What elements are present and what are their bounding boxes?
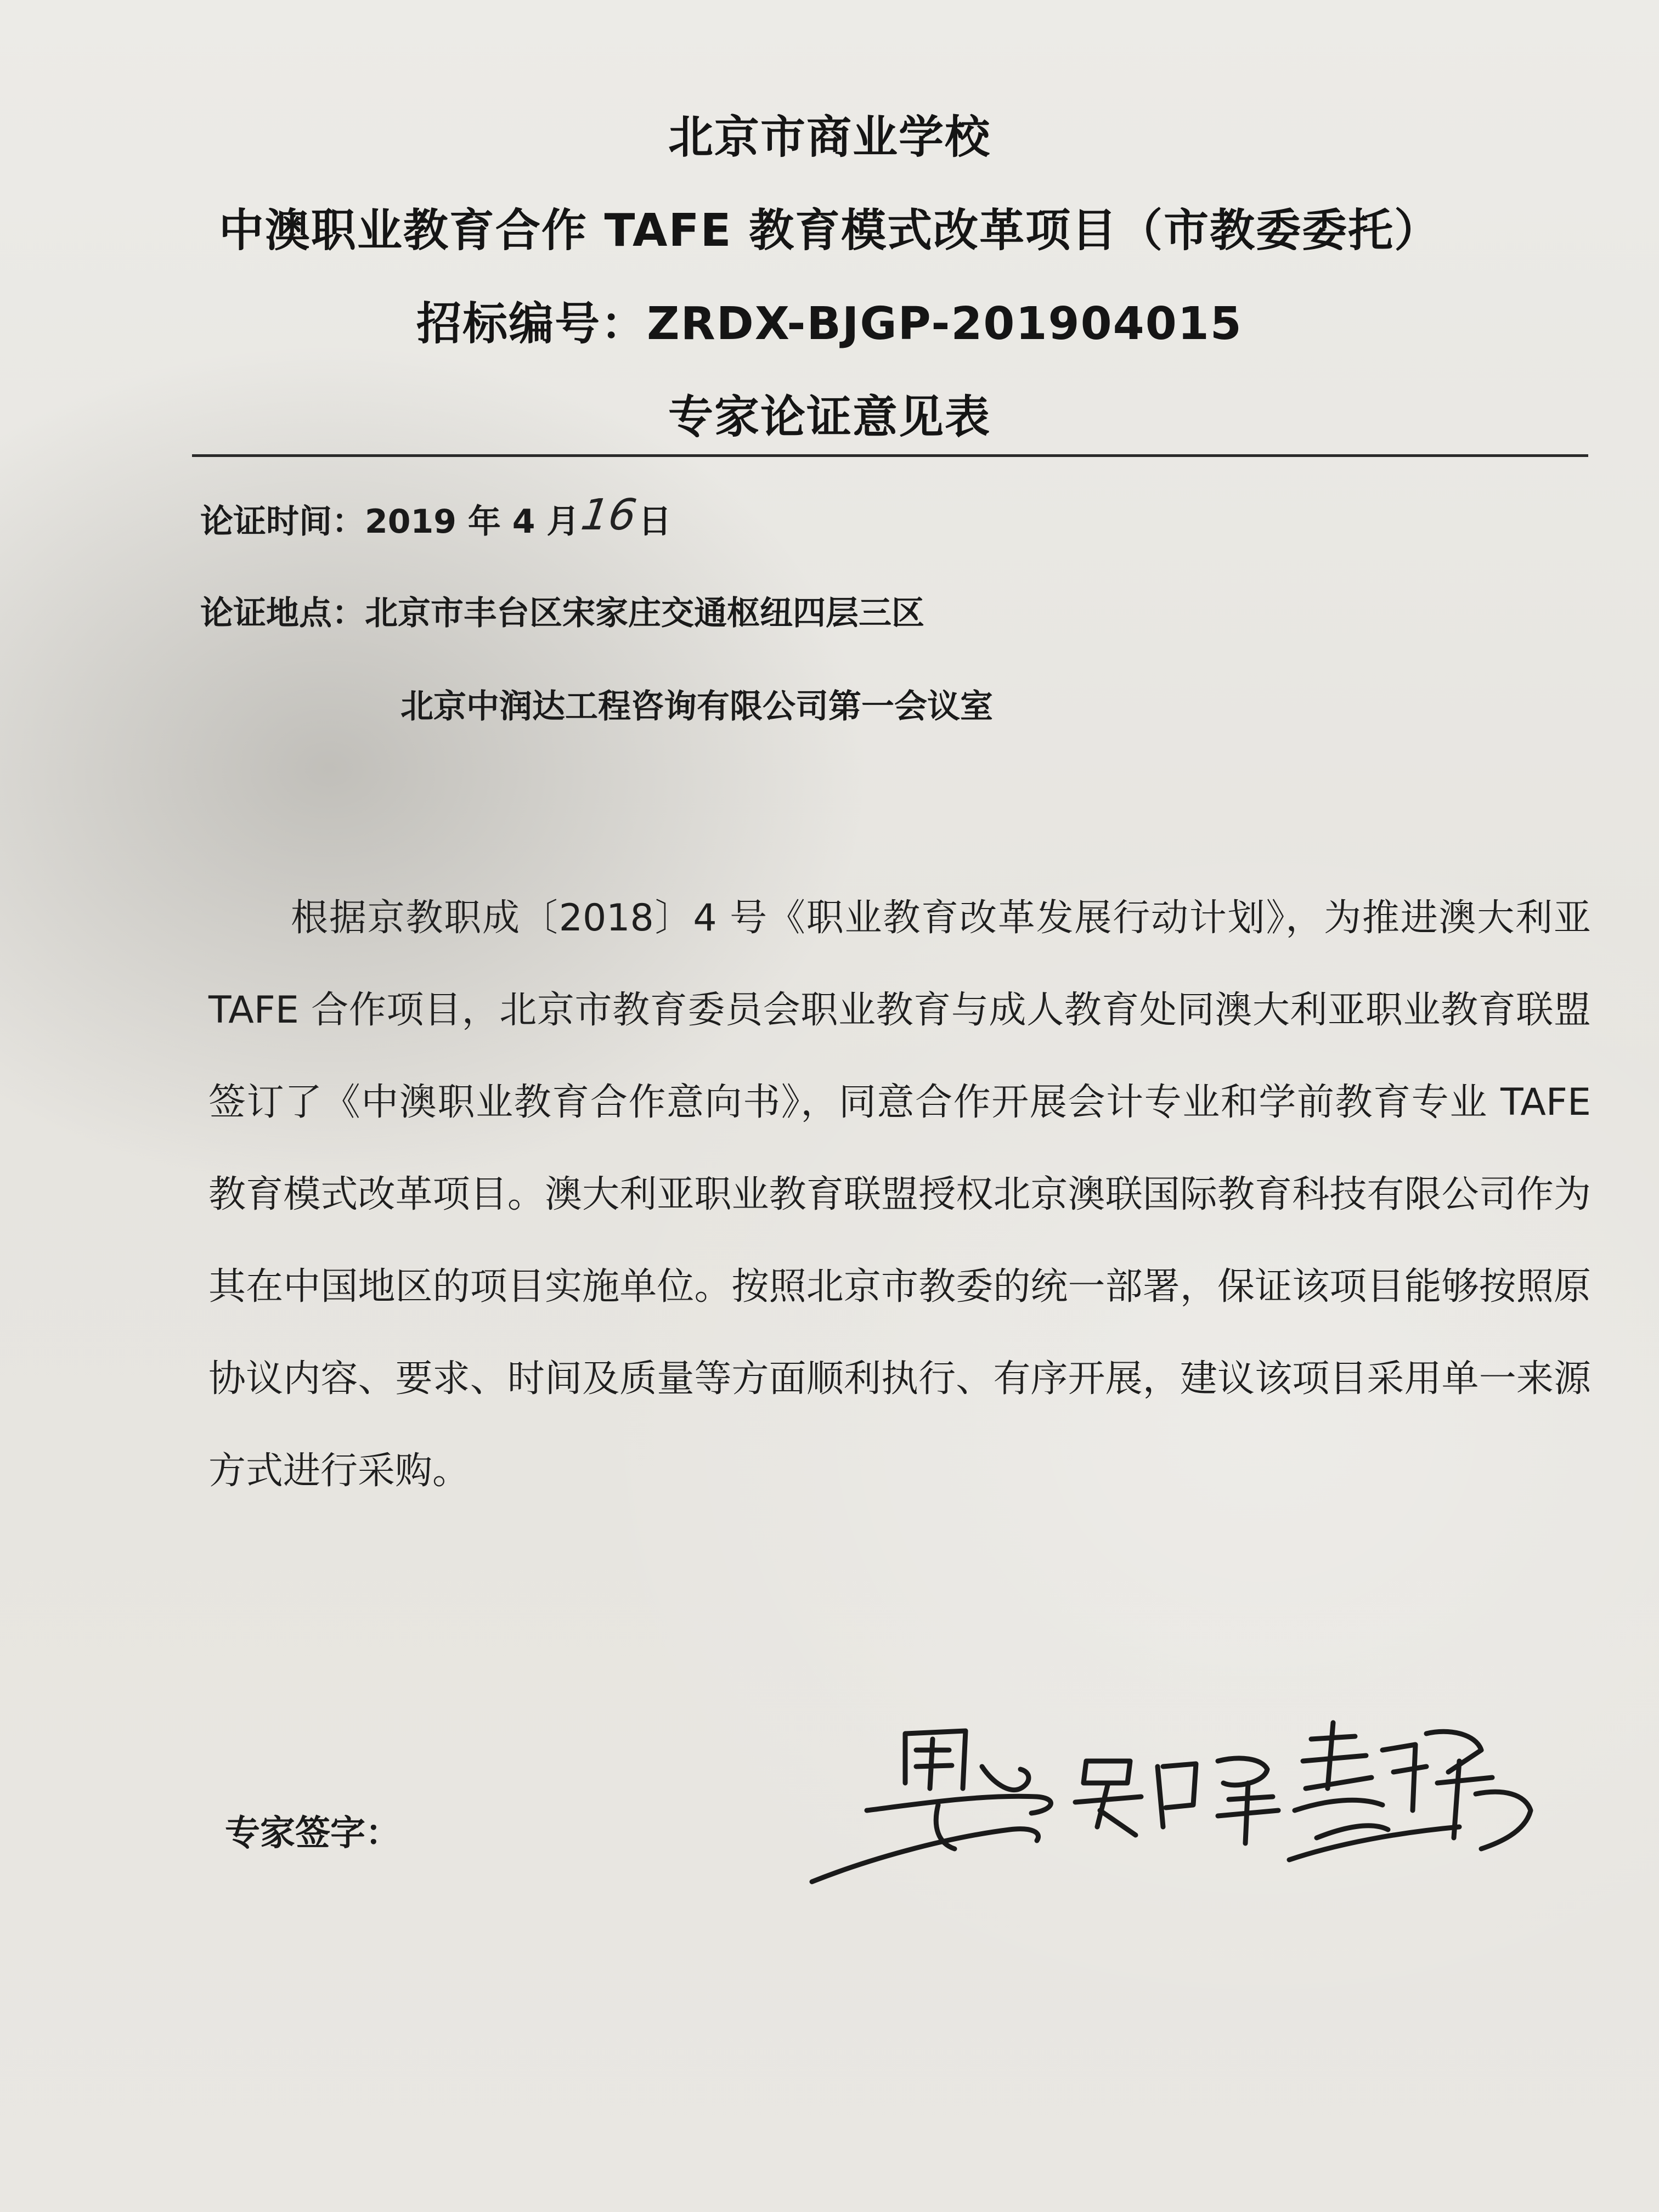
signature-2-stroke	[1075, 1758, 1278, 1843]
review-time-day-handwritten: 16	[578, 490, 640, 540]
expert-signature-label: 专家签字：	[225, 1813, 400, 1854]
review-place-row	[200, 587, 924, 634]
review-time-month: 4 月	[512, 503, 580, 541]
project-title: 中澳职业教育合作 TAFE 教育模式改革项目（市教委委托）	[218, 205, 1441, 257]
review-time-day-suffix: 日	[638, 503, 672, 541]
review-time-label: 论证时间：	[200, 503, 365, 541]
signature-3-stroke	[1289, 1723, 1531, 1860]
opinion-paragraph: 根据京教职成〔2018〕4 号《职业教育改革发展行动计划》，为推进澳大利亚 TAFE 合作项目，北京市教育委员会职业教育与成人教育处同澳大利亚职业教育联盟签订了《中澳职业教育合作意向书》，同意合作开展会计专业和学前教育专业 TAFE 教育模式改革项目。澳大利亚职业教育联盟授权北京澳联国际教育科技有限公司作为其在中国地区的项目实施单位。按照北京市教委的统一部署，保证该项目能够按照原协议内容、要求、时间及质量等方面顺利执行、有序开展，建议该项目采用单一来源方式进行采购。	[208, 896, 1591, 1493]
signature-1-stroke	[812, 1731, 1051, 1882]
handwritten-signatures	[801, 1701, 1558, 1931]
review-place-line1: 北京市丰台区宋家庄交通枢纽四层三区	[365, 594, 924, 633]
review-time-year: 2019 年	[365, 503, 512, 541]
review-place-line2: 北京中润达工程咨询有限公司第一会议室	[400, 687, 993, 726]
review-time-row	[200, 490, 672, 543]
header-divider	[192, 454, 1588, 457]
review-place-label: 论证地点：	[200, 594, 365, 633]
tender-number: 招标编号：ZRDX-BJGP-201904015	[416, 298, 1243, 350]
expert-signatures	[801, 1701, 1558, 1931]
form-title: 专家论证意见表	[668, 391, 991, 443]
school-title: 北京市商业学校	[668, 111, 991, 163]
